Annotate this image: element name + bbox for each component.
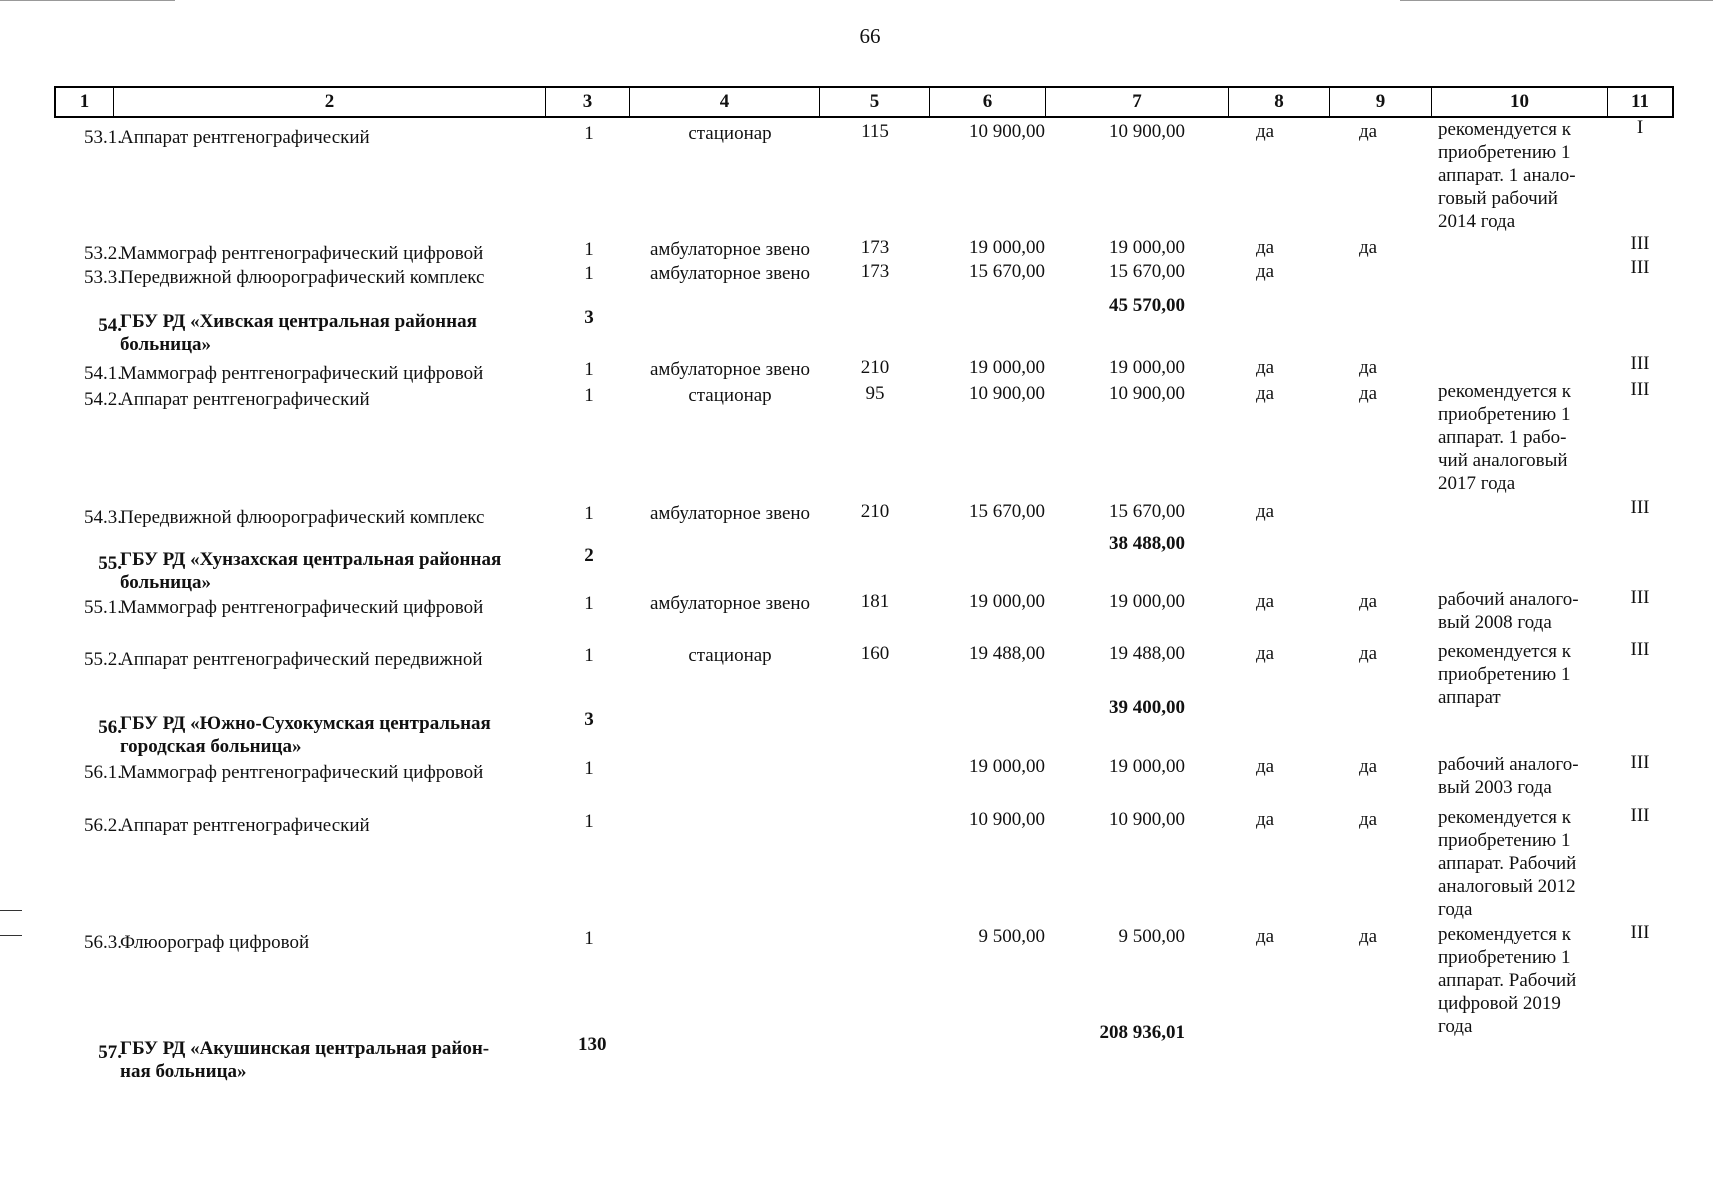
- category: III: [1630, 922, 1650, 943]
- row-number: 53.1.: [84, 127, 122, 148]
- organization-name-line: ГБУ РД «Южно-Сухокумская центральная: [120, 713, 491, 734]
- note-line: вый 2008 года: [1438, 612, 1552, 633]
- quantity: 1: [584, 263, 594, 284]
- note-line: аппарат. 1 анало-: [1438, 165, 1576, 186]
- total-cost: 19 000,00: [1109, 591, 1185, 612]
- total-cost: 10 900,00: [1109, 121, 1185, 142]
- note-line: года: [1438, 1016, 1473, 1037]
- organization-name: [120, 548, 560, 594]
- column-5-value: 115: [861, 121, 889, 142]
- organization-name: [120, 310, 560, 356]
- note-line: приобретению 1: [1438, 664, 1571, 685]
- column-8-value: да: [1255, 926, 1275, 947]
- organization-name-line: ГБУ РД «Хунзахская центральная районная: [120, 549, 502, 570]
- quantity: 1: [584, 645, 594, 666]
- column-5-value: 95: [865, 383, 885, 404]
- column-9-value: да: [1358, 643, 1378, 664]
- equipment-name: Маммограф рентгенографический цифровой: [120, 762, 484, 783]
- note-line: вый 2003 года: [1438, 777, 1552, 798]
- quantity: 1: [584, 811, 594, 832]
- note-line: приобретению 1: [1438, 142, 1571, 163]
- category: III: [1630, 379, 1650, 400]
- equipment-name: Аппарат рентгенографический: [120, 127, 370, 148]
- note: [1438, 118, 1598, 233]
- column-8-value: да: [1255, 756, 1275, 777]
- organization-name: [120, 712, 560, 758]
- row-number: 55.: [98, 553, 122, 574]
- note: [1438, 806, 1598, 921]
- unit-price: 19 000,00: [969, 237, 1045, 258]
- column-9-value: да: [1358, 383, 1378, 404]
- unit-price: 10 900,00: [969, 121, 1045, 142]
- unit-price: 10 900,00: [969, 383, 1045, 404]
- header-col-7: 7: [1046, 88, 1229, 116]
- note-line: аналоговый 2012: [1438, 876, 1576, 897]
- column-8-value: да: [1255, 121, 1275, 142]
- quantity: 1: [584, 385, 594, 406]
- total-cost: 9 500,00: [1118, 926, 1185, 947]
- category: III: [1630, 639, 1650, 660]
- total-cost: 19 000,00: [1109, 237, 1185, 258]
- note-line: рекомендуется к: [1438, 924, 1571, 945]
- note-line: приобретению 1: [1438, 404, 1571, 425]
- placement: амбулаторное звено: [649, 359, 811, 380]
- column-9-value: да: [1358, 809, 1378, 830]
- equipment-name: Маммограф рентгенографический цифровой: [120, 597, 484, 618]
- note-line: говый рабочий: [1438, 188, 1558, 209]
- equipment-name: Флюорограф цифровой: [120, 932, 310, 953]
- header-col-6: 6: [930, 88, 1046, 116]
- note-line: чий аналоговый: [1438, 450, 1568, 471]
- equipment-name: Передвижной флюорографический комплекс: [120, 267, 485, 288]
- unit-price: 9 500,00: [978, 926, 1045, 947]
- note: [1438, 640, 1598, 709]
- placement: амбулаторное звено: [649, 593, 811, 614]
- note-line: года: [1438, 899, 1473, 920]
- quantity: 3: [584, 307, 594, 328]
- unit-price: 19 488,00: [969, 643, 1045, 664]
- total-cost: 19 000,00: [1109, 756, 1185, 777]
- note-line: рекомендуется к: [1438, 381, 1571, 402]
- quantity: 3: [584, 709, 594, 730]
- note-line: цифровой 2019: [1438, 993, 1561, 1014]
- equipment-name: Маммограф рентгенографический цифровой: [120, 243, 484, 264]
- placement: стационар: [688, 645, 772, 666]
- equipment-name: Аппарат рентгенографический передвижной: [120, 649, 483, 670]
- row-number: 56.2.: [84, 815, 122, 836]
- header-col-4: 4: [630, 88, 820, 116]
- organization-name-line: ГБУ РД «Акушинская центральная район-: [120, 1038, 490, 1059]
- note: [1438, 588, 1598, 634]
- header-col-1: 1: [56, 88, 114, 116]
- unit-price: 19 000,00: [969, 591, 1045, 612]
- note-line: рекомендуется к: [1438, 641, 1571, 662]
- quantity: 130: [578, 1034, 607, 1055]
- quantity: 1: [584, 239, 594, 260]
- total-cost: 10 900,00: [1109, 809, 1185, 830]
- unit-price: 19 000,00: [969, 357, 1045, 378]
- placement: амбулаторное звено: [649, 263, 811, 284]
- row-number: 57.: [98, 1042, 122, 1063]
- unit-price: 15 670,00: [969, 261, 1045, 282]
- column-8-value: да: [1255, 809, 1275, 830]
- category: III: [1630, 257, 1650, 278]
- header-col-2: 2: [114, 88, 546, 116]
- column-9-value: да: [1358, 357, 1378, 378]
- organization-name-line: городская больница»: [120, 736, 302, 757]
- row-number: 54.1.: [84, 363, 122, 384]
- unit-price: 19 000,00: [969, 756, 1045, 777]
- note-line: аппарат. Рабочий: [1438, 853, 1577, 874]
- column-8-value: да: [1255, 237, 1275, 258]
- quantity: 1: [584, 758, 594, 779]
- row-number: 54.3.: [84, 507, 122, 528]
- note-line: 2017 года: [1438, 473, 1516, 494]
- placement: амбулаторное звено: [649, 239, 811, 260]
- organization-name: [120, 1037, 560, 1083]
- quantity: 1: [584, 593, 594, 614]
- note: [1438, 753, 1598, 799]
- column-5-value: 173: [860, 237, 890, 258]
- total-cost: 15 670,00: [1109, 501, 1185, 522]
- row-number: 54.2.: [84, 389, 122, 410]
- note-line: приобретению 1: [1438, 830, 1571, 851]
- column-9-value: да: [1358, 926, 1378, 947]
- organization-name-line: больница»: [120, 334, 212, 355]
- equipment-name: Аппарат рентгенографический: [120, 815, 370, 836]
- note-line: рекомендуется к: [1438, 807, 1571, 828]
- header-col-8: 8: [1229, 88, 1330, 116]
- header-col-10: 10: [1432, 88, 1608, 116]
- total-cost: 208 936,01: [1099, 1022, 1185, 1043]
- row-number: 56.: [98, 717, 122, 738]
- placement: амбулаторное звено: [649, 503, 811, 524]
- unit-price: 15 670,00: [969, 501, 1045, 522]
- organization-name-line: ная больница»: [120, 1061, 247, 1082]
- category: III: [1630, 497, 1650, 518]
- equipment-name: Маммограф рентгенографический цифровой: [120, 363, 484, 384]
- column-5-value: 173: [860, 261, 890, 282]
- note-line: рабочий аналого-: [1438, 754, 1579, 775]
- category: III: [1630, 805, 1650, 826]
- column-9-value: да: [1358, 756, 1378, 777]
- note-line: аппарат. Рабочий: [1438, 970, 1577, 991]
- quantity: 1: [584, 928, 594, 949]
- header-col-3: 3: [546, 88, 630, 116]
- column-8-value: да: [1255, 501, 1275, 522]
- column-9-value: да: [1358, 237, 1378, 258]
- note-line: приобретению 1: [1438, 947, 1571, 968]
- header-col-9: 9: [1330, 88, 1432, 116]
- total-cost: 39 400,00: [1109, 697, 1185, 718]
- total-cost: 15 670,00: [1109, 261, 1185, 282]
- row-number: 54.: [98, 315, 122, 336]
- page-number: 66: [859, 24, 881, 48]
- quantity: 1: [584, 359, 594, 380]
- total-cost: 45 570,00: [1109, 295, 1185, 316]
- column-5-value: 210: [860, 501, 890, 522]
- organization-name-line: ГБУ РД «Хивская центральная районная: [120, 311, 477, 332]
- category: III: [1630, 587, 1650, 608]
- total-cost: 38 488,00: [1109, 533, 1185, 554]
- note-line: 2014 года: [1438, 211, 1516, 232]
- category: III: [1630, 752, 1650, 773]
- equipment-name: Передвижной флюорографический комплекс: [120, 507, 485, 528]
- column-5-value: 160: [860, 643, 890, 664]
- quantity: 1: [584, 503, 594, 524]
- category: I: [1636, 117, 1644, 138]
- row-number: 53.3.: [84, 267, 122, 288]
- column-8-value: да: [1255, 643, 1275, 664]
- header-col-5: 5: [820, 88, 930, 116]
- row-number: 56.3.: [84, 932, 122, 953]
- category: III: [1630, 353, 1650, 374]
- placement: стационар: [688, 385, 772, 406]
- column-5-value: 181: [860, 591, 890, 612]
- column-8-value: да: [1255, 591, 1275, 612]
- note: [1438, 923, 1598, 1038]
- total-cost: 19 488,00: [1109, 643, 1185, 664]
- column-5-value: 210: [860, 357, 890, 378]
- row-number: 53.2.: [84, 243, 122, 264]
- total-cost: 10 900,00: [1109, 383, 1185, 404]
- row-number: 55.1.: [84, 597, 122, 618]
- quantity: 1: [584, 123, 594, 144]
- note-line: рекомендуется к: [1438, 119, 1571, 140]
- column-8-value: да: [1255, 261, 1275, 282]
- organization-name-line: больница»: [120, 572, 212, 593]
- header-col-11: 11: [1631, 91, 1649, 112]
- column-8-value: да: [1255, 357, 1275, 378]
- placement: стационар: [688, 123, 772, 144]
- quantity: 2: [584, 545, 594, 566]
- note-line: аппарат: [1438, 687, 1501, 708]
- column-9-value: да: [1358, 121, 1378, 142]
- column-8-value: да: [1255, 383, 1275, 404]
- category: III: [1630, 233, 1650, 254]
- note-line: аппарат. 1 рабо-: [1438, 427, 1567, 448]
- equipment-name: Аппарат рентгенографический: [120, 389, 370, 410]
- row-number: 56.1.: [84, 762, 122, 783]
- unit-price: 10 900,00: [969, 809, 1045, 830]
- total-cost: 19 000,00: [1109, 357, 1185, 378]
- note: [1438, 380, 1598, 495]
- row-number: 55.2.: [84, 649, 122, 670]
- note-line: рабочий аналого-: [1438, 589, 1579, 610]
- column-9-value: да: [1358, 591, 1378, 612]
